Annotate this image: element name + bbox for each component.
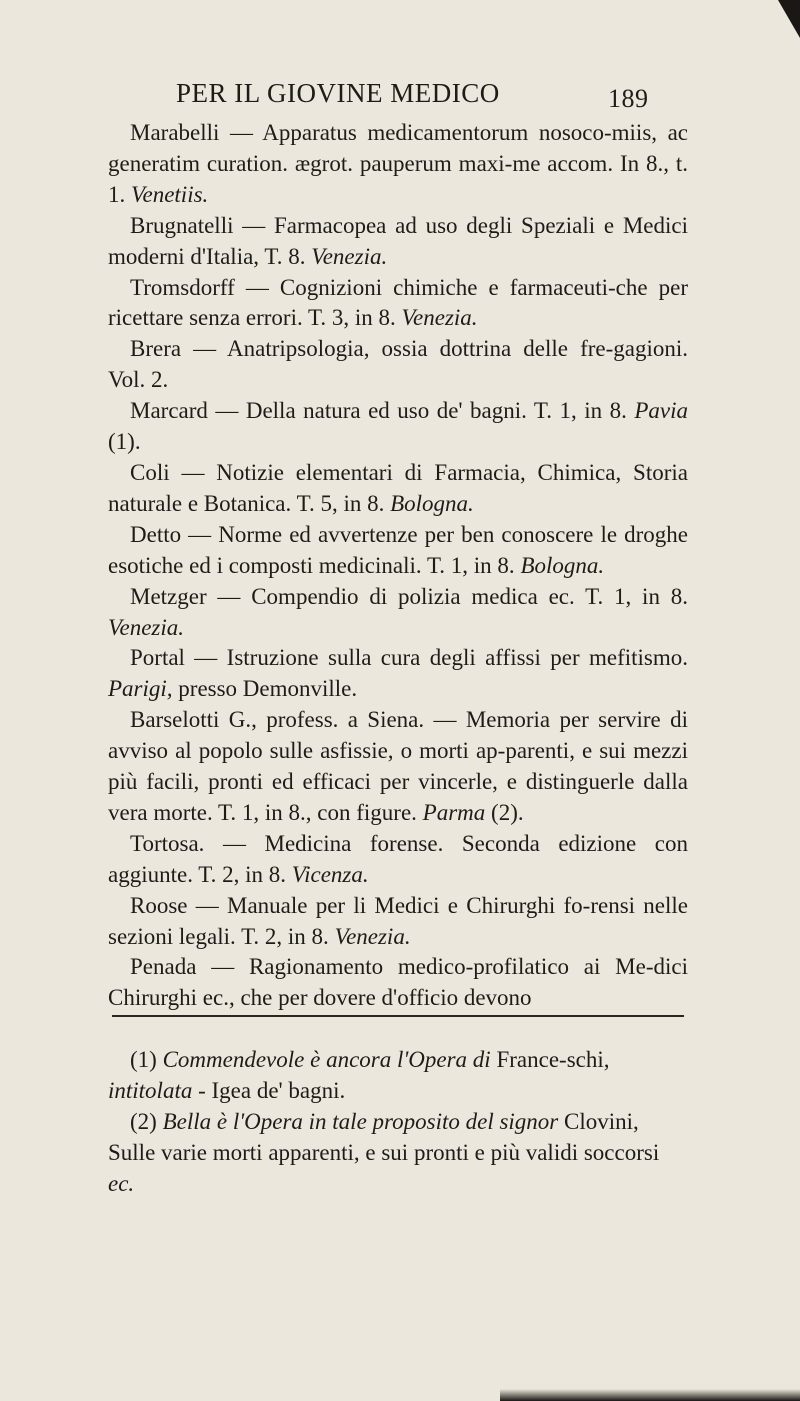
bibliography-entry: Detto — Norme ed avvertenze per ben conoscere le droghe esotiche ed i composti medicinali. T. 1, in 8. Bologna. — [108, 521, 688, 578]
bibliography-entry: Marabelli — Apparatus medicamentorum nosoco-miis, ac generatim curation. ægrot. pauperum maxi-me accom. In 8., t. 1. Venetiis. — [108, 120, 688, 207]
bibliography-entry: Brugnatelli — Farmacopea ad uso degli Speziali e Medici moderni d'Italia, T. 8. Venezia. — [108, 212, 688, 269]
bibliography-entry: Penada — Ragionamento medico-profilatico ai Me-dici Chirurghi ec., che per dovere d'officio devono — [108, 954, 688, 1011]
bibliography-entry: Brera — Anatripsologia, ossia dottrina delle fre-gagioni. Vol. 2. — [108, 336, 688, 393]
running-title: PER IL GIOVINE MEDICO — [176, 78, 500, 108]
page-number: 189 — [608, 84, 649, 113]
bibliography-entry: Coli — Notizie elementari di Farmacia, Chimica, Storia naturale e Botanica. T. 5, in 8. Bologna. — [108, 459, 688, 516]
page-corner-shadow — [778, 0, 800, 38]
footnote: (1) Commendevole è ancora l'Opera di France-schi, intitolata - Igea de' bagni. — [108, 1047, 610, 1103]
page-bottom-shadow — [500, 1389, 800, 1401]
bibliography-entry: Tromsdorff — Cognizioni chimiche e farmaceuti-che per ricettare senza errori. T. 3, in 8. Venezia. — [108, 274, 688, 331]
footnote-divider — [112, 1015, 684, 1017]
bibliography-list — [108, 118, 688, 1014]
footnote: (2) Bella è l'Opera in tale proposito del signor Clovini, Sulle varie morti apparenti, e sui pronti e più validi soccorsi ec. — [108, 1109, 660, 1196]
bibliography-entry: Barselotti G., profess. a Siena. — Memoria per servire di avviso al popolo sulle asfissie, o morti ap-parenti, e sui mezzi più facili, pronti ed efficaci per vincerle, e distinguerle dalla vera morte. T. 1, in 8., con figure. Parma (2). — [108, 707, 688, 825]
bibliography-entry: Metzger — Compendio di polizia medica ec. T. 1, in 8. Venezia. — [108, 583, 688, 640]
bibliography-entry: Marcard — Della natura ed uso de' bagni. T. 1, in 8. Pavia (1). — [108, 398, 688, 455]
bibliography-entry: Roose — Manuale per li Medici e Chirurghi fo-rensi nelle sezioni legali. T. 2, in 8. Venezia. — [108, 892, 688, 949]
footnotes — [108, 1044, 688, 1199]
bibliography-entry: Portal — Istruzione sulla cura degli affissi per mefitismo. Parigi, presso Demonville. — [108, 645, 688, 702]
running-header — [176, 78, 656, 113]
bibliography-entry: Tortosa. — Medicina forense. Seconda edizione con aggiunte. T. 2, in 8. Vicenza. — [108, 830, 688, 887]
